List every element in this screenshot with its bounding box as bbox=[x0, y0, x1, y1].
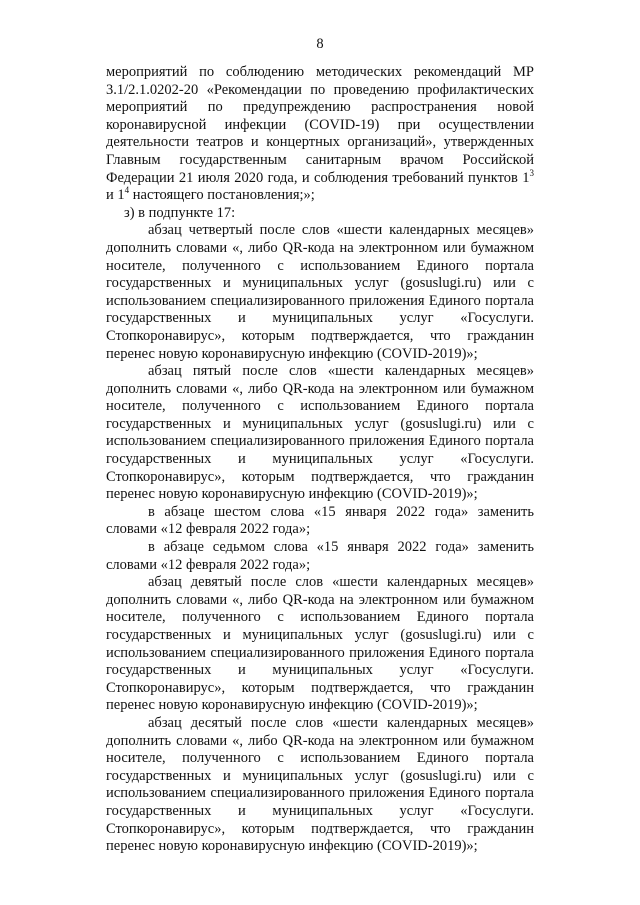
document-body bbox=[106, 64, 534, 856]
paragraph-3: абзац четвертый после слов «шести календарных месяцев» дополнить словами «, либо QR-кода на электронном или бумажном носителе, полученного с использованием Единого портала государственных и муниципальных услуг (gosuslugi.ru) или с использованием специализированного приложения Единого портала государственных и муниципальных услуг «Госуслуги. Стопкоронавирус», которым подтверждается, что гражданин перенес новую коронавирусную инфекцию (COVID-2019)»; bbox=[106, 222, 534, 362]
paragraph-1-text-c: настоящего постановления;»; bbox=[129, 187, 315, 204]
paragraph-7: абзац девятый после слов «шести календарных месяцев» дополнить словами «, либо QR-кода на электронном или бумажном носителе, полученного с использованием Единого портала государственных и муниципальных услуг (gosuslugi.ru) или с использованием специализированного приложения Единого портала государственных и муниципальных услуг «Госуслуги. Стопкоронавирус», которым подтверждается, что гражданин перенес новую коронавирусную инфекцию (COVID-2019)»; bbox=[106, 574, 534, 714]
page-number: 8 bbox=[316, 36, 324, 52]
paragraph-6: в абзаце седьмом слова «15 января 2022 года» заменить словами «12 февраля 2022 года»; bbox=[106, 539, 534, 573]
paragraph-8: абзац десятый после слов «шести календарных месяцев» дополнить словами «, либо QR-кода на электронном или бумажном носителе, полученного с использованием Единого портала государственных и муниципальных услуг (gosuslugi.ru) или с использованием специализированного приложения Единого портала государственных и муниципальных услуг «Госуслуги. Стопкоронавирус», которым подтверждается, что гражданин перенес новую коронавирусную инфекцию (COVID-2019)»; bbox=[106, 714, 534, 855]
paragraph-2: з) в подпункте 17: bbox=[124, 204, 236, 221]
paragraph-1 bbox=[106, 64, 534, 205]
superscript-4: 4 bbox=[124, 185, 130, 196]
superscript-3: 3 bbox=[529, 167, 534, 178]
paragraph-1-text-b: и 1 bbox=[106, 187, 125, 204]
paragraph-5: в абзаце шестом слова «15 января 2022 года» заменить словами «12 февраля 2022 года»; bbox=[106, 503, 534, 538]
paragraph-4: абзац пятый после слов «шести календарных месяцев» дополнить словами «, либо QR-кода на электронном или бумажном носителе, полученного с использованием Единого портала государственных и муниципальных услуг (gosuslugi.ru) или с использованием специализированного приложения Единого портала государственных и муниципальных услуг «Госуслуги. Стопкоронавирус», которым подтверждается, что гражданин перенес новую коронавирусную инфекцию (COVID-2019)»; bbox=[106, 363, 534, 503]
paragraph-1-text-a: мероприятий по соблюдению методических рекомендаций МР 3.1/2.1.0202-20 «Рекомендации по проведению профилактических мероприятий по предупреждению распространения новой коронавирусной инфекции (COVID-19) при осуществлении деятельности театров и концертных организаций», утвержденных Главным государственным санитарным врачом Российской Федерации 21 июля 2020 года, и соблюдения требований пунктов 1 bbox=[106, 64, 534, 186]
